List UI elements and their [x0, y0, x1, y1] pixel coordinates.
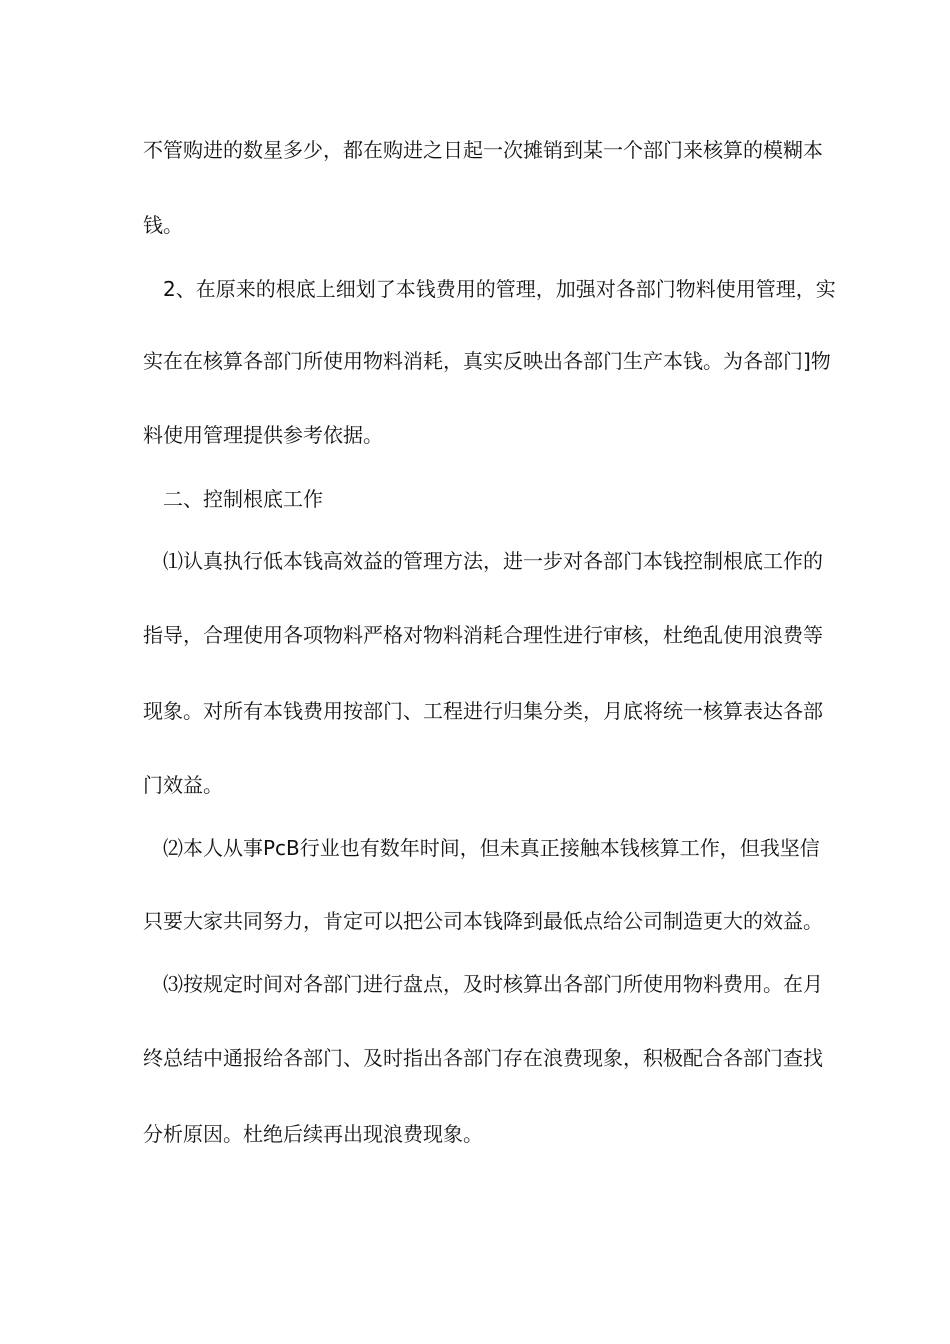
text-line-2: 钱。	[143, 213, 183, 237]
text-line-5: 料使用管理提供参考依据。	[143, 423, 383, 447]
text-line-3: 2、在原来的根底上细划了本钱费用的管理，加强对各部门物料使用管理，实	[163, 277, 836, 301]
section-heading: 二、控制根底工作	[163, 487, 323, 511]
text-line-8: 指导，合理使用各项物料严格对物料消耗合理性进行审核，杜绝乱使用浪费等	[143, 623, 823, 647]
text-line-11: ⑵本人从事PcB行业也有数年时间，但未真正接触本钱核算工作，但我坚信	[163, 836, 820, 860]
text-line-9: 现象。对所有本钱费用按部门、工程进行归集分类，月底将统一核算表达各部	[143, 699, 823, 723]
text-line-14: 终总结中通报给各部门、及时指出各部门存在浪费现象，积极配合各部门查找	[143, 1046, 823, 1070]
text-line-10: 门效益。	[143, 773, 223, 797]
text-line-1: 不管购进的数星多少，都在购进之日起一次摊销到某一个部门来核算的模糊本	[143, 138, 823, 162]
text-line-4: 实在在核算各部门所使用物料消耗，真实反映出各部门生产本钱。为各部门]物	[143, 349, 831, 373]
text-line-12: 只要大家共同努力，肯定可以把公司本钱降到最低点给公司制造更大的效益。	[143, 909, 823, 933]
text-line-7: ⑴认真执行低本钱高效益的管理方法，进一步对各部门本钱控制根底工作的	[163, 549, 823, 573]
text-line-15: 分析原因。杜绝后续再出现浪费现象。	[143, 1122, 483, 1146]
text-line-13: ⑶按规定时间对各部门进行盘点，及时核算出各部门所使用物料费用。在月	[163, 972, 823, 996]
